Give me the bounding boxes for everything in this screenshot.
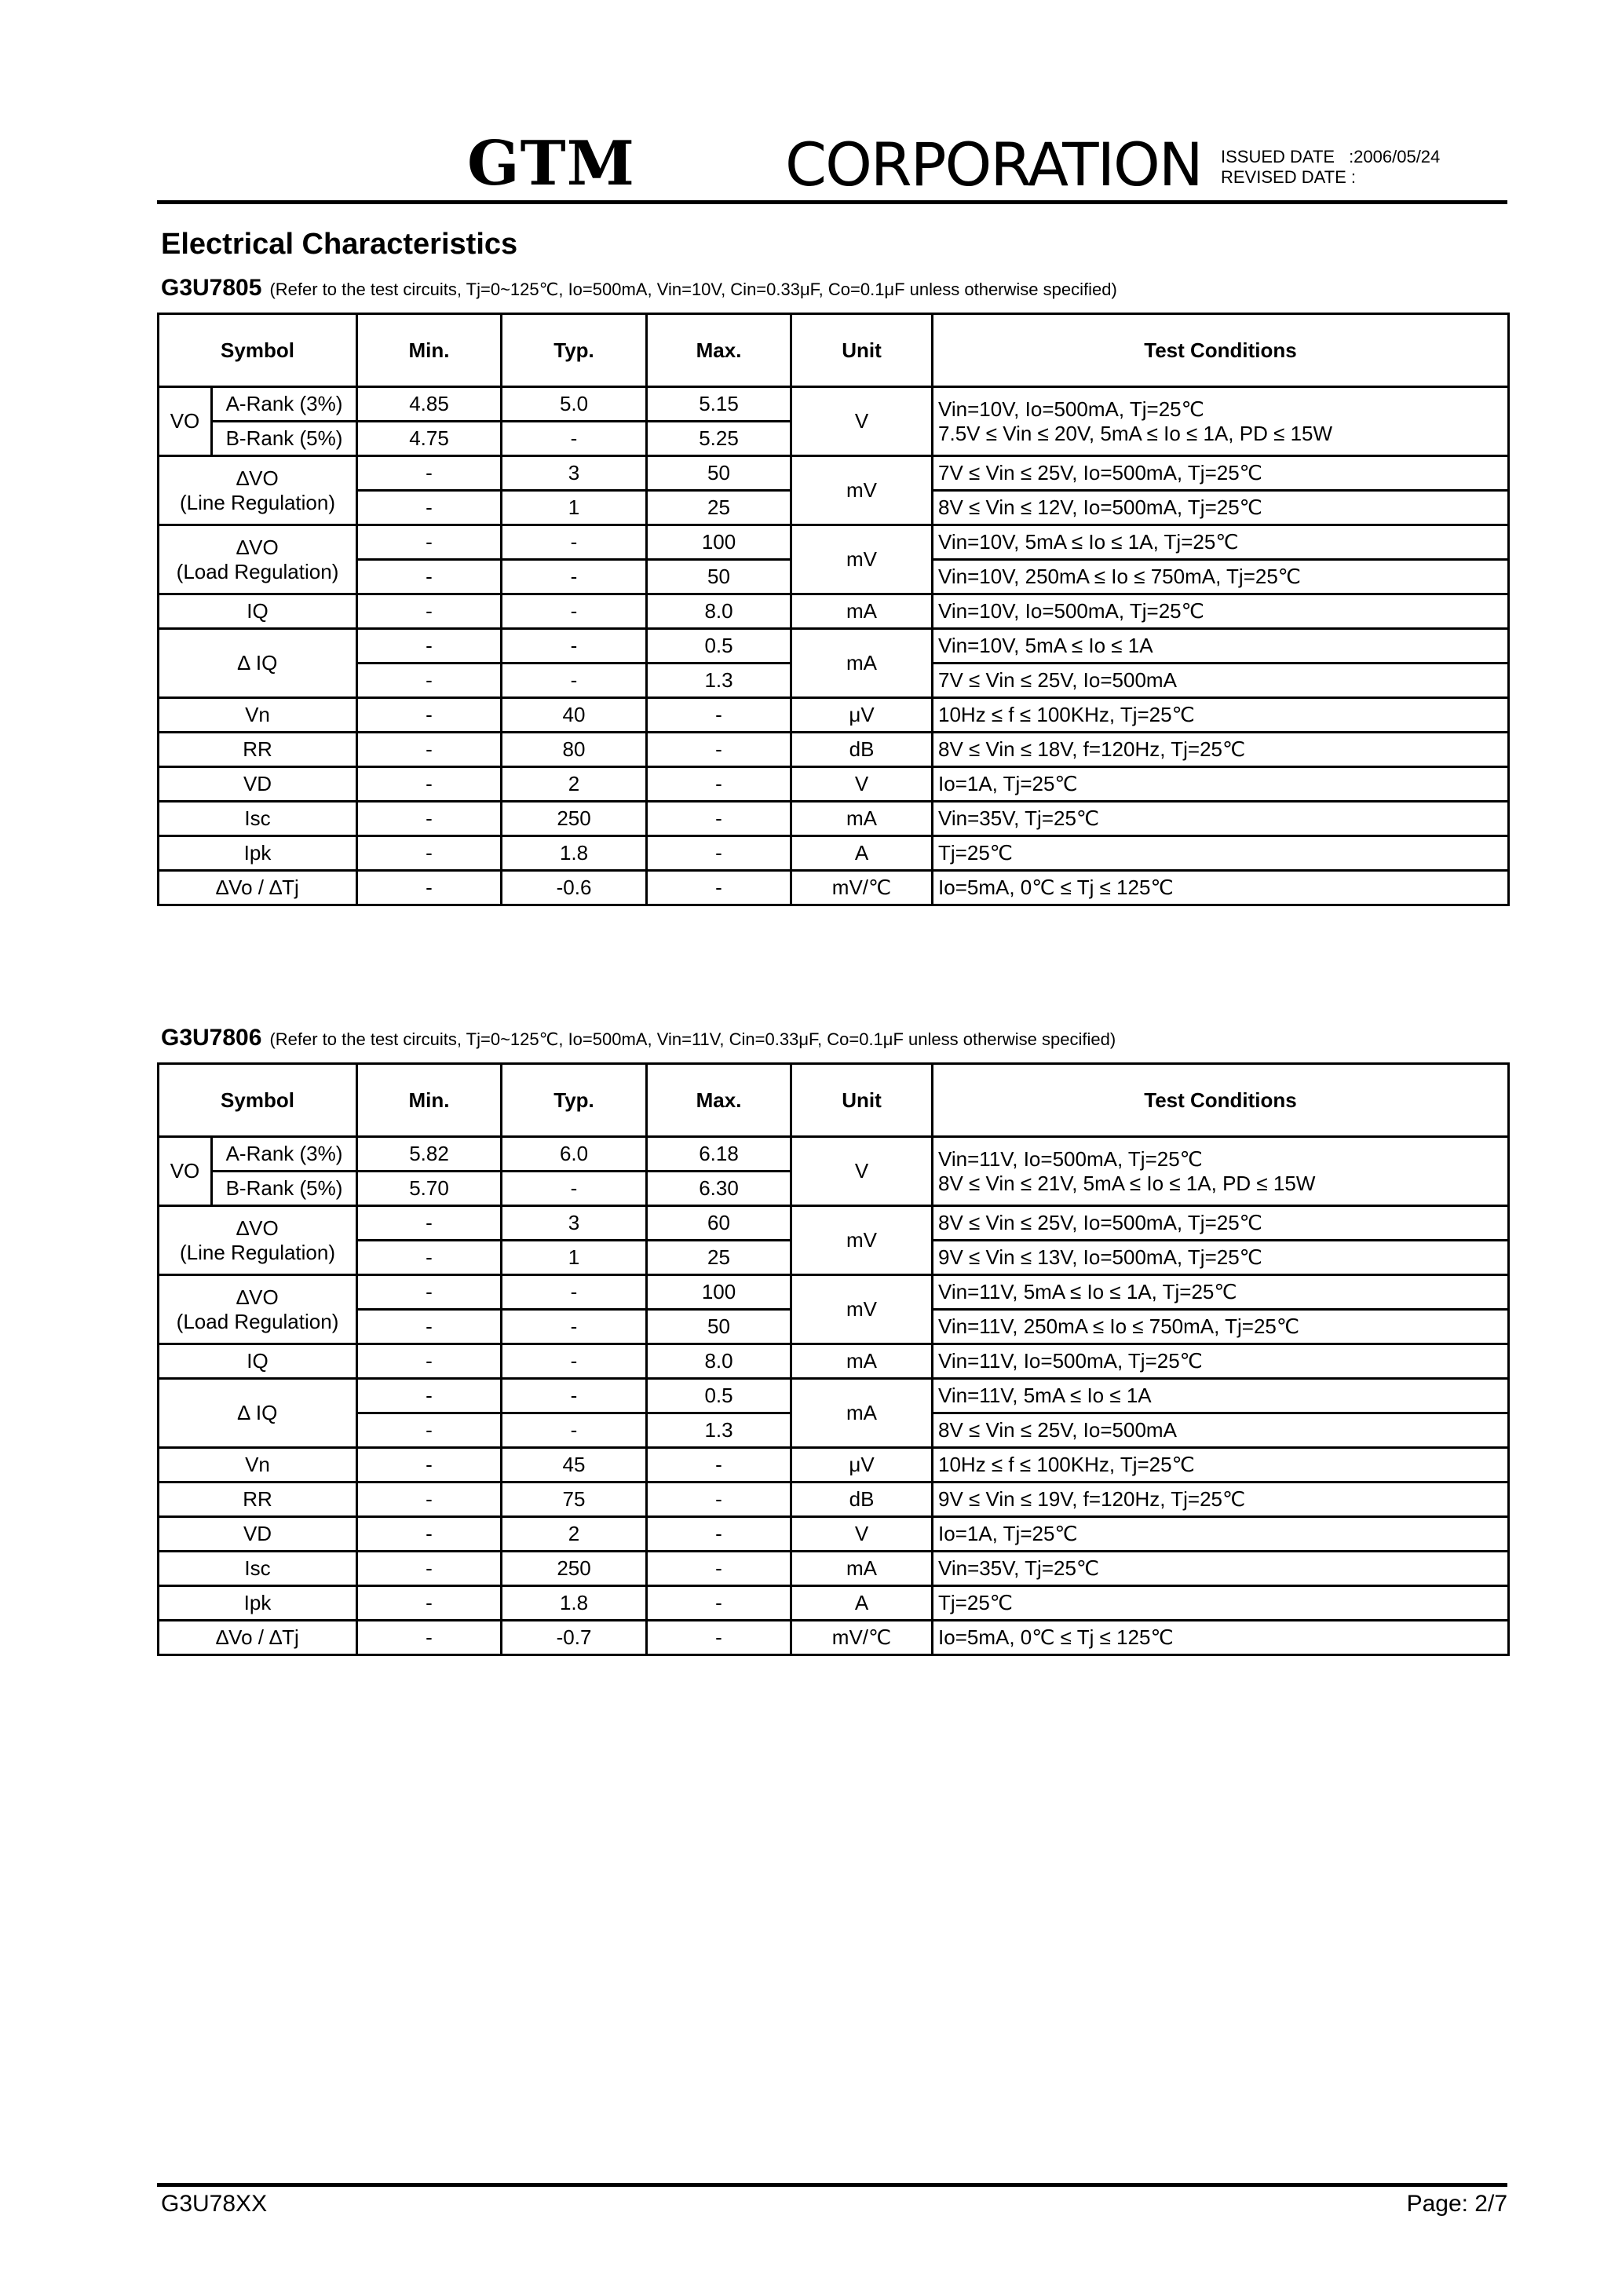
max-cell: 6.30 <box>647 1172 791 1206</box>
symbol-text: ∆VO <box>236 466 279 490</box>
condition-line: Vin=10V, Io=500mA, Tj=25℃ <box>938 397 1204 421</box>
typ-cell: 1 <box>502 1241 647 1275</box>
test-note: (Refer to the test circuits, Tj=0~125℃, Io=500mA, Vin=10V, Cin=0.33μF, Co=0.1μF unless otherwise specified) <box>269 280 1117 299</box>
table-row <box>159 1621 1509 1655</box>
min-cell: - <box>357 1344 502 1379</box>
min-cell: - <box>357 1483 502 1517</box>
condition-cell: Vin=35V, Tj=25℃ <box>933 1552 1509 1586</box>
unit-cell: A <box>791 836 933 871</box>
table-row <box>159 1517 1509 1552</box>
typ-cell: 250 <box>502 1552 647 1586</box>
symbol-description: (Load Regulation) <box>176 1309 339 1333</box>
typ-cell: - <box>502 422 647 456</box>
typ-cell: - <box>502 1379 647 1413</box>
table-row <box>159 1552 1509 1586</box>
rank-cell: B-Rank (5%) <box>212 422 357 456</box>
symbol-cell <box>159 1206 357 1275</box>
table-row <box>159 594 1509 629</box>
condition-cell: 9V ≤ Vin ≤ 13V, Io=500mA, Tj=25℃ <box>933 1241 1509 1275</box>
symbol-description: (Line Regulation) <box>180 490 336 514</box>
table-row <box>159 1483 1509 1517</box>
typ-cell: 6.0 <box>502 1137 647 1172</box>
min-cell: - <box>357 1206 502 1241</box>
symbol-text: ∆VO <box>236 535 279 559</box>
symbol-cell: Isc <box>159 1552 357 1586</box>
condition-cell: 8V ≤ Vin ≤ 12V, Io=500mA, Tj=25℃ <box>933 491 1509 525</box>
header-row <box>159 1064 1509 1137</box>
rank-cell: B-Rank (5%) <box>212 1172 357 1206</box>
condition-cell: Vin=10V, 5mA ≤ Io ≤ 1A <box>933 629 1509 664</box>
table-row <box>159 525 1509 560</box>
symbol-cell: ∆Vo / ∆Tj <box>159 1621 357 1655</box>
part-number: G3U7805 <box>161 275 262 301</box>
symbol-description: (Load Regulation) <box>176 559 339 583</box>
min-cell: 5.70 <box>357 1172 502 1206</box>
characteristics-table <box>157 1062 1510 1656</box>
company-logo: GTM <box>467 128 635 199</box>
max-cell: 60 <box>647 1206 791 1241</box>
max-cell: 8.0 <box>647 594 791 629</box>
unit-cell: V <box>791 387 933 456</box>
table-row <box>159 871 1509 905</box>
unit-cell: dB <box>791 733 933 767</box>
min-cell: - <box>357 836 502 871</box>
column-header: Max. <box>647 314 791 387</box>
symbol-cell: IQ <box>159 594 357 629</box>
unit-cell: mA <box>791 1552 933 1586</box>
max-cell: - <box>647 733 791 767</box>
table-row <box>159 1448 1509 1483</box>
min-cell: - <box>357 560 502 594</box>
min-cell: - <box>357 629 502 664</box>
condition-cell: Vin=11V, 250mA ≤ Io ≤ 750mA, Tj=25℃ <box>933 1310 1509 1344</box>
typ-cell: -0.6 <box>502 871 647 905</box>
max-cell: - <box>647 767 791 802</box>
column-header: Test Conditions <box>933 1064 1509 1137</box>
table-row <box>159 1275 1509 1310</box>
unit-cell: μV <box>791 1448 933 1483</box>
unit-cell: V <box>791 1517 933 1552</box>
max-cell: - <box>647 1621 791 1655</box>
table-row <box>159 1586 1509 1621</box>
typ-cell: - <box>502 594 647 629</box>
column-header: Min. <box>357 314 502 387</box>
table-row <box>159 1206 1509 1241</box>
symbol-cell <box>159 1275 357 1344</box>
min-cell: - <box>357 1448 502 1483</box>
condition-cell: Vin=10V, 250mA ≤ Io ≤ 750mA, Tj=25℃ <box>933 560 1509 594</box>
typ-cell: 250 <box>502 802 647 836</box>
condition-cell: Tj=25℃ <box>933 1586 1509 1621</box>
page-header <box>157 122 1507 200</box>
header-row <box>159 314 1509 387</box>
test-note: (Refer to the test circuits, Tj=0~125℃, Io=500mA, Vin=11V, Cin=0.33μF, Co=0.1μF unless otherwise specified) <box>269 1029 1116 1049</box>
condition-cell: Vin=10V, 5mA ≤ Io ≤ 1A, Tj=25℃ <box>933 525 1509 560</box>
symbol-cell: Vn <box>159 1448 357 1483</box>
column-header: Symbol <box>159 314 357 387</box>
column-header: Max. <box>647 1064 791 1137</box>
symbol-cell: RR <box>159 1483 357 1517</box>
unit-cell: mV/℃ <box>791 871 933 905</box>
max-cell: - <box>647 1483 791 1517</box>
column-header: Unit <box>791 314 933 387</box>
max-cell: 1.3 <box>647 664 791 698</box>
table-row <box>159 733 1509 767</box>
symbol-description: (Line Regulation) <box>180 1240 336 1264</box>
max-cell: - <box>647 1448 791 1483</box>
min-cell: - <box>357 1379 502 1413</box>
page-number: Page: 2/7 <box>1406 2191 1507 2217</box>
min-cell: - <box>357 871 502 905</box>
condition-cell <box>933 1137 1509 1206</box>
min-cell: 4.75 <box>357 422 502 456</box>
max-cell: 25 <box>647 491 791 525</box>
symbol-cell: Vn <box>159 698 357 733</box>
condition-cell: 8V ≤ Vin ≤ 25V, Io=500mA <box>933 1413 1509 1448</box>
typ-cell: - <box>502 1275 647 1310</box>
typ-cell: 1.8 <box>502 1586 647 1621</box>
symbol-text: ∆VO <box>236 1285 279 1309</box>
condition-cell <box>933 387 1509 456</box>
unit-cell: μV <box>791 698 933 733</box>
characteristics-table <box>157 313 1510 906</box>
condition-cell: 10Hz ≤ f ≤ 100KHz, Tj=25℃ <box>933 698 1509 733</box>
condition-cell: Vin=11V, 5mA ≤ Io ≤ 1A <box>933 1379 1509 1413</box>
max-cell: 50 <box>647 560 791 594</box>
symbol-cell: ∆Vo / ∆Tj <box>159 871 357 905</box>
min-cell: - <box>357 698 502 733</box>
condition-cell: Vin=35V, Tj=25℃ <box>933 802 1509 836</box>
table-row <box>159 698 1509 733</box>
symbol-cell: RR <box>159 733 357 767</box>
unit-cell: mV <box>791 525 933 594</box>
unit-cell: mV <box>791 1206 933 1275</box>
condition-cell: 7V ≤ Vin ≤ 25V, Io=500mA, Tj=25℃ <box>933 456 1509 491</box>
condition-cell: 10Hz ≤ f ≤ 100KHz, Tj=25℃ <box>933 1448 1509 1483</box>
unit-cell: mV/℃ <box>791 1621 933 1655</box>
max-cell: 50 <box>647 456 791 491</box>
table-row <box>159 1137 1509 1172</box>
column-header: Typ. <box>502 1064 647 1137</box>
symbol-cell: ∆ IQ <box>159 1379 357 1448</box>
condition-cell: Vin=10V, Io=500mA, Tj=25℃ <box>933 594 1509 629</box>
condition-cell: Io=1A, Tj=25℃ <box>933 1517 1509 1552</box>
min-cell: - <box>357 802 502 836</box>
min-cell: 5.82 <box>357 1137 502 1172</box>
max-cell: 100 <box>647 1275 791 1310</box>
max-cell: - <box>647 1552 791 1586</box>
column-header: Min. <box>357 1064 502 1137</box>
rank-cell: A-Rank (3%) <box>212 387 357 422</box>
min-cell: - <box>357 664 502 698</box>
footer-model: G3U78XX <box>161 2191 268 2217</box>
column-header: Typ. <box>502 314 647 387</box>
issued-date-value: :2006/05/24 <box>1349 147 1441 166</box>
column-header: Symbol <box>159 1064 357 1137</box>
unit-cell: V <box>791 767 933 802</box>
min-cell: - <box>357 1517 502 1552</box>
typ-cell: - <box>502 1310 647 1344</box>
symbol-cell: Isc <box>159 802 357 836</box>
condition-cell: 8V ≤ Vin ≤ 25V, Io=500mA, Tj=25℃ <box>933 1206 1509 1241</box>
company-name: CORPORATION <box>785 130 1202 199</box>
condition-line: 7.5V ≤ Vin ≤ 20V, 5mA ≤ Io ≤ 1A, PD ≤ 15W <box>938 421 1333 445</box>
unit-cell: dB <box>791 1483 933 1517</box>
max-cell: 8.0 <box>647 1344 791 1379</box>
condition-cell: 8V ≤ Vin ≤ 18V, f=120Hz, Tj=25℃ <box>933 733 1509 767</box>
symbol-cell: IQ <box>159 1344 357 1379</box>
typ-cell: - <box>502 664 647 698</box>
max-cell: 50 <box>647 1310 791 1344</box>
condition-cell: Tj=25℃ <box>933 836 1509 871</box>
symbol-cell: Ipk <box>159 1586 357 1621</box>
min-cell: - <box>357 456 502 491</box>
typ-cell: 75 <box>502 1483 647 1517</box>
unit-cell: mV <box>791 1275 933 1344</box>
condition-line: 8V ≤ Vin ≤ 21V, 5mA ≤ Io ≤ 1A, PD ≤ 15W <box>938 1171 1316 1195</box>
table-row <box>159 629 1509 664</box>
revised-date-label: REVISED DATE : <box>1221 167 1356 187</box>
max-cell: - <box>647 871 791 905</box>
max-cell: - <box>647 836 791 871</box>
typ-cell: - <box>502 560 647 594</box>
condition-cell: Io=1A, Tj=25℃ <box>933 767 1509 802</box>
condition-cell: Io=5mA, 0℃ ≤ Tj ≤ 125℃ <box>933 871 1509 905</box>
min-cell: - <box>357 525 502 560</box>
unit-cell: V <box>791 1137 933 1206</box>
table-title <box>161 275 1117 302</box>
condition-cell: Vin=11V, Io=500mA, Tj=25℃ <box>933 1344 1509 1379</box>
unit-cell: mA <box>791 1379 933 1448</box>
typ-cell: -0.7 <box>502 1621 647 1655</box>
typ-cell: 3 <box>502 1206 647 1241</box>
table-row <box>159 456 1509 491</box>
typ-cell: - <box>502 525 647 560</box>
table-row <box>159 802 1509 836</box>
unit-cell: mA <box>791 802 933 836</box>
symbol-cell <box>159 456 357 525</box>
condition-line: Vin=11V, Io=500mA, Tj=25℃ <box>938 1146 1203 1171</box>
column-header: Test Conditions <box>933 314 1509 387</box>
typ-cell: 1.8 <box>502 836 647 871</box>
typ-cell: - <box>502 629 647 664</box>
min-cell: - <box>357 491 502 525</box>
symbol-cell <box>159 525 357 594</box>
max-cell: 0.5 <box>647 1379 791 1413</box>
min-cell: - <box>357 733 502 767</box>
typ-cell: 40 <box>502 698 647 733</box>
min-cell: - <box>357 594 502 629</box>
typ-cell: 45 <box>502 1448 647 1483</box>
condition-cell: Vin=11V, 5mA ≤ Io ≤ 1A, Tj=25℃ <box>933 1275 1509 1310</box>
unit-cell: mA <box>791 1344 933 1379</box>
rank-cell: A-Rank (3%) <box>212 1137 357 1172</box>
unit-cell: mV <box>791 456 933 525</box>
condition-cell: Io=5mA, 0℃ ≤ Tj ≤ 125℃ <box>933 1621 1509 1655</box>
max-cell: - <box>647 802 791 836</box>
min-cell: - <box>357 1552 502 1586</box>
max-cell: 5.25 <box>647 422 791 456</box>
typ-cell: - <box>502 1413 647 1448</box>
typ-cell: 80 <box>502 733 647 767</box>
min-cell: - <box>357 1621 502 1655</box>
max-cell: 100 <box>647 525 791 560</box>
table-row <box>159 836 1509 871</box>
table-row <box>159 1344 1509 1379</box>
min-cell: - <box>357 1241 502 1275</box>
typ-cell: 2 <box>502 767 647 802</box>
issued-date-label: ISSUED DATE <box>1221 147 1335 166</box>
section-title: Electrical Characteristics <box>161 228 518 261</box>
column-header: Unit <box>791 1064 933 1137</box>
document-dates <box>1221 147 1440 188</box>
max-cell: - <box>647 698 791 733</box>
condition-cell: 9V ≤ Vin ≤ 19V, f=120Hz, Tj=25℃ <box>933 1483 1509 1517</box>
max-cell: 1.3 <box>647 1413 791 1448</box>
typ-cell: 2 <box>502 1517 647 1552</box>
min-cell: - <box>357 1586 502 1621</box>
table-row <box>159 387 1509 422</box>
footer-divider <box>157 2183 1507 2187</box>
max-cell: - <box>647 1586 791 1621</box>
max-cell: 6.18 <box>647 1137 791 1172</box>
typ-cell: 5.0 <box>502 387 647 422</box>
symbol-cell: VO <box>159 1137 212 1206</box>
min-cell: 4.85 <box>357 387 502 422</box>
min-cell: - <box>357 1310 502 1344</box>
typ-cell: - <box>502 1172 647 1206</box>
max-cell: - <box>647 1517 791 1552</box>
part-number: G3U7806 <box>161 1025 262 1051</box>
max-cell: 25 <box>647 1241 791 1275</box>
unit-cell: A <box>791 1586 933 1621</box>
table-row <box>159 1379 1509 1413</box>
typ-cell: - <box>502 1344 647 1379</box>
symbol-text: ∆VO <box>236 1216 279 1240</box>
symbol-cell: Ipk <box>159 836 357 871</box>
condition-cell: 7V ≤ Vin ≤ 25V, Io=500mA <box>933 664 1509 698</box>
symbol-cell: VD <box>159 767 357 802</box>
table-row <box>159 767 1509 802</box>
typ-cell: 1 <box>502 491 647 525</box>
min-cell: - <box>357 767 502 802</box>
header-divider <box>157 200 1507 204</box>
unit-cell: mA <box>791 629 933 698</box>
unit-cell: mA <box>791 594 933 629</box>
typ-cell: 3 <box>502 456 647 491</box>
table-title <box>161 1025 1116 1051</box>
symbol-cell: VO <box>159 387 212 456</box>
max-cell: 5.15 <box>647 387 791 422</box>
min-cell: - <box>357 1275 502 1310</box>
symbol-cell: VD <box>159 1517 357 1552</box>
symbol-cell: ∆ IQ <box>159 629 357 698</box>
issued-date <box>1221 147 1440 167</box>
max-cell: 0.5 <box>647 629 791 664</box>
min-cell: - <box>357 1413 502 1448</box>
